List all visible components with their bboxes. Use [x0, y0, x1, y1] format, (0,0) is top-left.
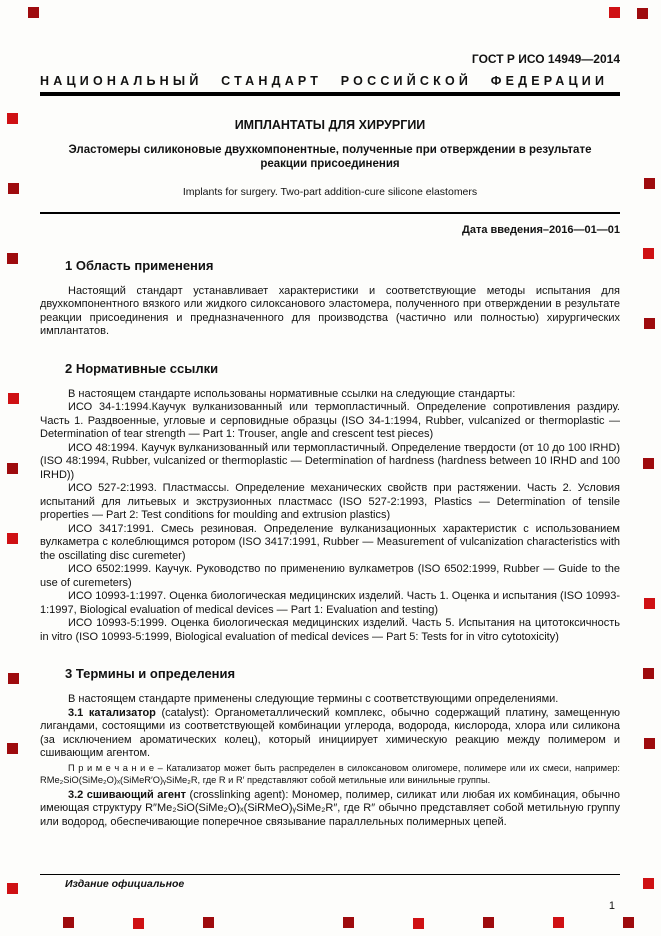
watermark-square — [644, 178, 655, 189]
watermark-square — [483, 917, 494, 928]
reference-item-7: ИСО 10993-5:1999. Оценка биологическая медицинских изделий. Часть 5. Испытания на цитотоксичность in vitro (ISO 10993-5:1999, Biological evaluation of medical devices — Part 5: Tests for in vitro cytotoxicity) — [40, 617, 620, 643]
header-rule — [40, 92, 620, 96]
watermark-square — [413, 918, 424, 929]
watermark-square — [637, 8, 648, 19]
document-subtitle: Эластомеры силиконовые двухкомпонентные, полученные при отверждении в результате реакции присоединения — [68, 143, 592, 171]
reference-item-3: ИСО 527-2:1993. Пластмассы. Определение механических свойств при растяжении. Часть 2. Условия испытаний для литьевых и экструзионных пластмасс (ISO 527-2:1993, Plastics — Determination of tensile properties — Part 2: Test conditions for moulding and extrusion plastics) — [40, 482, 620, 522]
references-intro: В настоящем стандарте использованы нормативные ссылки на следующие стандарты: — [68, 387, 516, 400]
watermark-square — [63, 917, 74, 928]
term-3-1-note: П р и м е ч а н и е – Катализатор может быть распределен в силоксановом олигомере, полимере или их смеси, например: RMe₂SiO(SiMe₂O)ₓ(SiMeR′O)ᵧSiMe₂R, где R и R′ представляют собой метильные или винильные группы. — [40, 763, 620, 785]
section-2-heading: 2 Нормативные ссылки — [65, 360, 219, 376]
section-1-heading: 1 Область применения — [65, 257, 214, 273]
page-number: 1 — [608, 900, 615, 912]
reference-item-2: ИСО 48:1994. Каучук вулканизованный или термопластичный. Определение твердости (от 10 до 100 IRHD) (ISO 48:1994, Rubber, vulcanized or thermoplastic — Determination of hardness (hardness between 10 IRHD and 100 IRHD)) — [40, 441, 620, 481]
footer — [40, 874, 620, 890]
watermark-square — [7, 253, 18, 264]
watermark-square — [8, 183, 19, 194]
watermark-square — [643, 668, 654, 679]
scope-paragraph: Настоящий стандарт устанавливает характеристики и соответствующие методы испытания для двухкомпонентного вязкого или жидкого силоксанового эластомера, полученного при отверждении в результате реакции присоединения и предназначенного для производства (частично или полностью) хирургических имплантатов. — [40, 284, 620, 338]
watermark-square — [644, 318, 655, 329]
term-3-2-body: (crosslinking agent): Мономер, полимер, силикат или любая их комбинация, обычно имеющая структуру R″Me₂SiO(SiMe₂O)ₓ(SiRMeO)ᵧSiMe₂R″, где R″ обычно представляет собой метильную группу или водород, обеспечивающие поперечное связывание параллельных полимерных цепей. — [40, 788, 620, 828]
term-3-2-lead: 3.2 сшивающий агент — [68, 788, 187, 801]
watermark-square — [644, 738, 655, 749]
edition-note: Издание официальное — [65, 878, 185, 890]
term-3-1-body: (catalyst): Органометаллический комплекс, обычно содержащий платину, замещенную лигандами, состоящими из соответствующей комбинации углерода, водорода, кислорода, хлора или силикона (за исключением ароматических колец), который инициирует химическую реакцию между полимером и сшивающим агентом. — [40, 706, 620, 760]
document-title-english: Implants for surgery. Two-part addition-cure silicone elastomers — [182, 186, 478, 199]
watermark-square — [7, 463, 18, 474]
standard-banner: НАЦИОНАЛЬНЫЙ СТАНДАРТ РОССИЙСКОЙ ФЕДЕРАЦИИ — [40, 74, 609, 88]
watermark-square — [133, 918, 144, 929]
watermark-square — [343, 917, 354, 928]
effective-date: Дата введения–2016—01—01 — [462, 223, 620, 236]
watermark-square — [7, 113, 18, 124]
term-definition-3-1 — [40, 707, 620, 761]
watermark-square — [643, 458, 654, 469]
watermark-square — [643, 878, 654, 889]
watermark-square — [643, 248, 654, 259]
reference-item-6: ИСО 10993-1:1997. Оценка биологическая медицинских изделий. Часть 1. Оценка и испытания (ISO 10993-1:1997, Biological evaluation of medical devices — Part 1: Evaluation and testing) — [40, 590, 620, 616]
reference-item-5: ИСО 6502:1999. Каучук. Руководство по применению вулкаметров (ISO 6502:1999, Rubber — Guide to the use of curemeters) — [40, 563, 620, 589]
section-3-heading: 3 Термины и определения — [65, 666, 236, 682]
doc-number: ГОСТ Р ИСО 14949—2014 — [471, 52, 620, 66]
page-content — [40, 0, 620, 829]
reference-item-4: ИСО 3417:1991. Смесь резиновая. Определение вулканизационных характеристик с использованием вулкаметра с колеблющимся ротором (ISO 3417:1991, Rubber — Measurement of vulcanization characteristics with the oscillating disc curemeter) — [40, 522, 620, 562]
watermark-square — [644, 598, 655, 609]
document-title: ИМПЛАНТАТЫ ДЛЯ ХИРУРГИИ — [234, 117, 426, 132]
terms-intro: В настоящем стандарте применены следующие термины с соответствующими определениями. — [68, 693, 559, 706]
watermark-square — [28, 7, 39, 18]
term-definition-3-2 — [40, 789, 620, 830]
title-rule — [40, 212, 620, 213]
term-3-1-lead: 3.1 катализатор — [68, 706, 156, 719]
watermark-square — [8, 393, 19, 404]
reference-item-1: ИСО 34-1:1994.Каучук вулканизованный или термопластичный. Определение сопротивления раздиру. Часть 1. Раздвоенные, угловые и серповидные образцы (ISO 34-1:1994, Rubber, vulcanized or thermoplastic — Determination of tear strength — Part 1: Trouser, angle and crescent test pieces) — [40, 401, 620, 441]
watermark-square — [553, 917, 564, 928]
watermark-square — [203, 917, 214, 928]
watermark-square — [7, 883, 18, 894]
watermark-square — [623, 917, 634, 928]
watermark-square — [7, 743, 18, 754]
watermark-square — [7, 533, 18, 544]
watermark-square — [8, 673, 19, 684]
